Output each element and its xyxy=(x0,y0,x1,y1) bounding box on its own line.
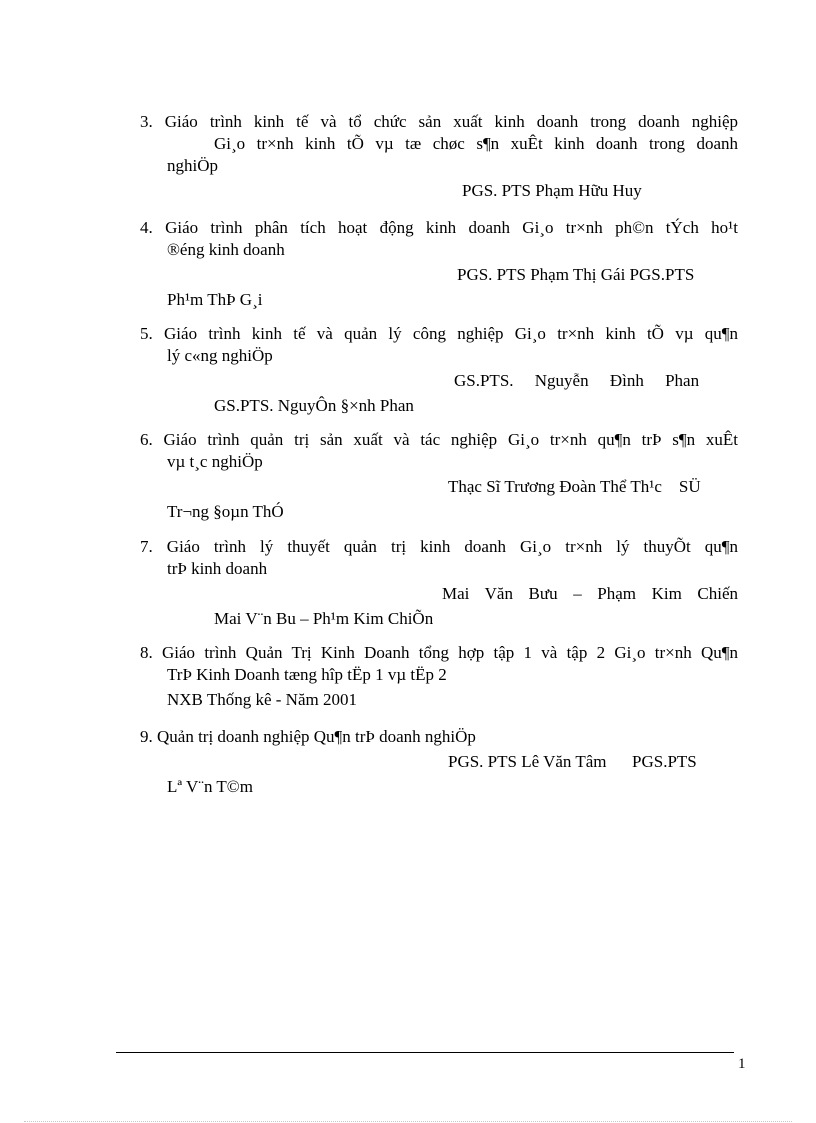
reference-author-legacy: Ph¹m ThÞ G¸i xyxy=(167,290,263,309)
reference-title-cont: trÞ kinh doanh xyxy=(167,559,268,578)
reference-title: 4. Giáo trình phân tích hoạt động kinh doanh Gi¸o tr×nh ph©n tÝch ho¹t xyxy=(140,218,738,237)
reference-author: PGS. PTS Phạm Hữu Huy xyxy=(462,181,642,200)
reference-title: 5. Giáo trình kinh tế và quản lý công nghiệp Gi¸o tr×nh kinh tÕ vµ qu¶n xyxy=(140,324,738,343)
reference-title: 3. Giáo trình kinh tế và tổ chức sản xuất kinh doanh trong doanh nghiệp xyxy=(140,112,738,131)
reference-title-cont: lý c«ng nghiÖp xyxy=(167,346,273,365)
reference-title: 8. Giáo trình Quản Trị Kinh Doanh tổng hợp tập 1 và tập 2 Gi¸o tr×nh Qu¶n xyxy=(140,643,738,662)
page-number: 1 xyxy=(738,1056,746,1072)
reference-title-legacy: Gi¸o tr×nh kinh tÕ vµ tæ chøc s¶n xuÊt kinh doanh trong doanh xyxy=(214,134,738,153)
reference-title-cont: TrÞ Kinh Doanh tæng hîp tËp 1 vµ tËp 2 xyxy=(167,665,447,684)
reference-item-7 xyxy=(140,536,738,630)
reference-author: PGS. PTS Lê Văn Tâm PGS.PTS xyxy=(448,752,697,771)
reference-item-9 xyxy=(140,726,738,798)
reference-author-legacy: Mai V¨n Bu – Ph¹m Kim ChiÕn xyxy=(214,609,434,628)
reference-item-3 xyxy=(140,111,738,202)
reference-author-legacy: Tr¬ng §oµn ThÓ xyxy=(167,502,284,521)
reference-author: Thạc Sĩ Trương Đoàn Thể Th¹c SÜ xyxy=(448,477,701,496)
reference-author: PGS. PTS Phạm Thị Gái PGS.PTS xyxy=(457,265,695,284)
reference-title-cont: ®éng kinh doanh xyxy=(167,240,285,259)
reference-author: GS.PTS. Nguyễn Đình Phan xyxy=(454,371,700,390)
reference-item-5 xyxy=(140,323,738,417)
reference-title: 9. Quản trị doanh nghiệp Qu¶n trÞ doanh nghiÖp xyxy=(140,727,476,746)
page-bottom-edge xyxy=(24,1121,792,1122)
reference-title: 7. Giáo trình lý thuyết quản trị kinh doanh Gi¸o tr×nh lý thuyÕt qu¶n xyxy=(140,537,738,556)
reference-title-cont: vµ t¸c nghiÖp xyxy=(167,452,263,471)
reference-author-legacy: GS.PTS. NguyÔn §×nh Phan xyxy=(214,396,414,415)
reference-item-8 xyxy=(140,642,738,711)
reference-title: 6. Giáo trình quản trị sản xuất và tác nghiệp Gi¸o tr×nh qu¶n trÞ s¶n xuÊt xyxy=(140,430,738,449)
reference-author: Mai Văn Bưu – Phạm Kim Chiến xyxy=(442,584,738,603)
reference-item-6 xyxy=(140,429,738,523)
reference-publisher: NXB Thống kê - Năm 2001 xyxy=(167,690,357,709)
reference-item-4 xyxy=(140,217,738,311)
reference-author-legacy: Lª V¨n T©m xyxy=(167,777,253,796)
reference-title-legacy-cont: nghiÖp xyxy=(167,156,218,175)
footer-rule xyxy=(116,1052,734,1053)
